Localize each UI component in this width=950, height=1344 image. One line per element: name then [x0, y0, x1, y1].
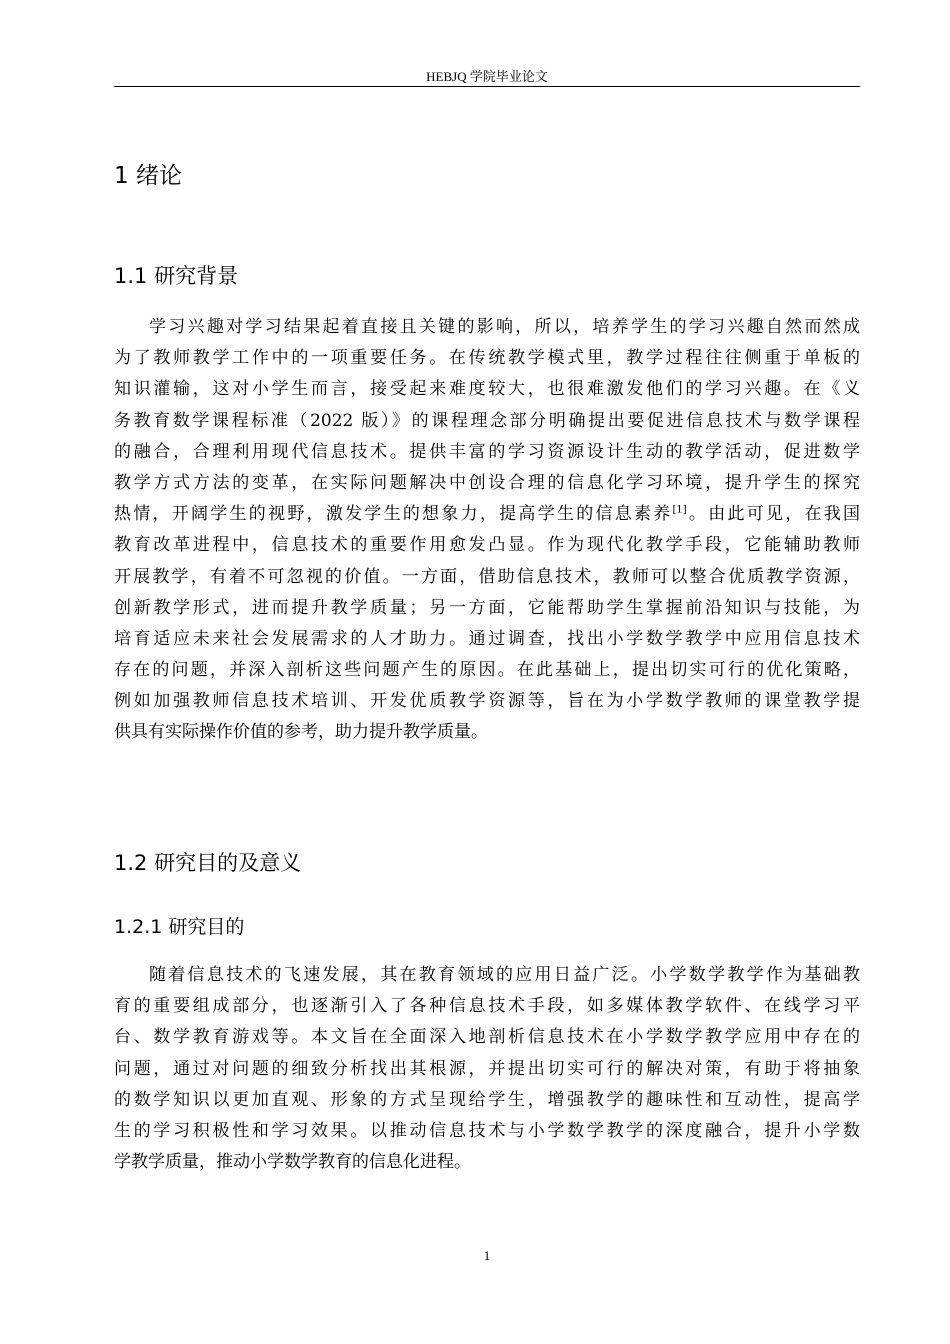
paragraph-text: 热情，开阔学生的视野，激发学生的想象力，提高学生的信息素养 [114, 504, 673, 525]
section-1-1-paragraph [114, 312, 860, 749]
citation-marker[interactable]: [1] [672, 504, 687, 516]
paragraph-line: 的融合，合理利用现代信息技术。提供丰富的学习资源设计生动的教学活动，促进数学 [114, 441, 860, 462]
paragraph-line: 生的学习积极性和学习效果。以推动信息技术与小学数学教学的深度融合，提升小学数 [114, 1120, 860, 1141]
paragraph-line: 学习兴趣对学习结果起着直接且关键的影响，所以，培养学生的学习兴趣自然而然成 [149, 317, 860, 337]
section-1-1-title: 1.1 研究背景 [114, 264, 239, 288]
paragraph-line: 供具有实际操作价值的参考，助力提升教学质量。 [114, 722, 488, 743]
page-header: HEBJQ 学院毕业论文 [426, 69, 548, 84]
section-1-2-title: 1.2 研究目的及意义 [114, 851, 302, 875]
paragraph-line: 教育改革进程中，信息技术的重要作用愈发凸显。作为现代化教学手段，它能辅助教师 [114, 535, 860, 556]
paragraph-line: 教学方式方法的变革，在实际问题解决中创设合理的信息化学习环境，提升学生的探究 [114, 472, 860, 493]
header-rule [114, 86, 860, 87]
paragraph-line: 台、数学教育游戏等。本文旨在全面深入地剖析信息技术在小学数学教学应用中存在的 [114, 1027, 860, 1048]
paragraph-line: 随着信息技术的飞速发展，其在教育领域的应用日益广泛。小学数学教学作为基础教 [149, 965, 860, 985]
paragraph-line: 开展教学，有着不可忽视的价值。一方面，借助信息技术，教师可以整合优质教学资源， [114, 566, 860, 587]
paragraph-text: 。由此可见，在我国 [686, 504, 860, 525]
paragraph-line: 务教育数学课程标准（2022 版）》的课程理念部分明确提出要促进信息技术与数学课程 [114, 410, 860, 431]
section-1-2-1-title: 1.2.1 研究目的 [114, 916, 245, 938]
paragraph-line: 创新教学形式，进而提升教学质量；另一方面，它能帮助学生掌握前沿知识与技能，为 [114, 597, 860, 618]
paragraph-line: 知识灌输，这对小学生而言，接受起来难度较大，也很难激发他们的学习兴趣。在《义 [114, 379, 860, 400]
paragraph-line: 问题，通过对问题的细致分析找出其根源，并提出切实可行的解决对策，有助于将抽象 [114, 1058, 860, 1079]
paragraph-line: 培育适应未来社会发展需求的人才助力。通过调查，找出小学数学教学中应用信息技术 [114, 628, 860, 649]
paragraph-line: 育的重要组成部分，也逐渐引入了各种信息技术手段，如多媒体教学软件、在线学习平 [114, 996, 860, 1017]
chapter-title: 1 绪论 [114, 163, 182, 189]
page-number: 1 [483, 1248, 491, 1263]
paragraph-line: 的数学知识以更加直观、形象的方式呈现给学生，增强教学的趣味性和互动性，提高学 [114, 1089, 860, 1110]
paragraph-line: 例如加强教师信息技术培训、开发优质教学资源等，旨在为小学数学教师的课堂教学提 [114, 691, 860, 712]
paragraph-line-with-citation [114, 499, 860, 530]
section-1-2-1-paragraph [114, 960, 860, 1178]
paragraph-line: 学教学质量，推动小学数学教育的信息化进程。 [114, 1152, 471, 1173]
paragraph-line: 为了教师教学工作中的一项重要任务。在传统教学模式里，教学过程往往侧重于单板的 [114, 348, 860, 369]
paragraph-line: 存在的问题，并深入剖析这些问题产生的原因。在此基础上，提出切实可行的优化策略， [114, 660, 860, 681]
